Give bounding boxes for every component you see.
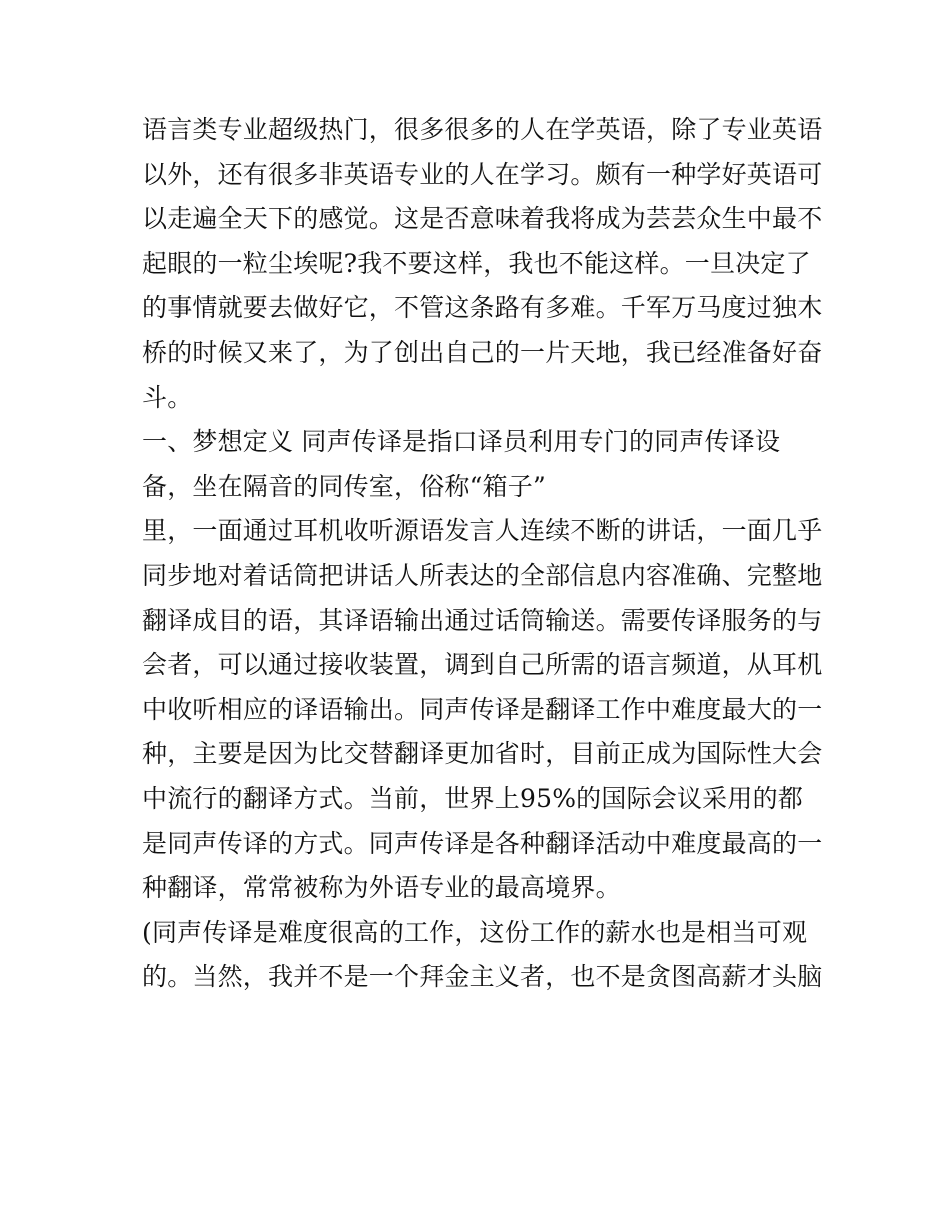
section-heading-line: 一、梦想定义 同声传译是指口译员利用专门的同声传译设	[142, 427, 781, 457]
text-line: 中收听相应的译语输出。同声传译是翻译工作中难度最大的一	[142, 694, 823, 724]
text-line: (同声传译是难度很高的工作，这份工作的薪水也是相当可观	[142, 917, 808, 947]
text-line: 桥的时候又来了，为了创出自己的一片天地，我已经准备好奋	[142, 337, 823, 367]
document-body	[142, 108, 822, 1000]
text-line: 是同声传译的方式。同声传译是各种翻译活动中难度最高的一	[142, 828, 823, 858]
text-line: 以走遍全天下的感觉。这是否意味着我将成为芸芸众生中最不	[142, 204, 823, 234]
text-line: 的。当然，我并不是一个拜金主义者，也不是贪图高薪才头脑	[142, 962, 823, 992]
text-line: 中流行的翻译方式。当前，世界上95%的国际会议采用的都	[142, 783, 803, 813]
text-line: 备，坐在隔音的同传室，俗称“箱子”	[142, 471, 546, 501]
text-line: 的事情就要去做好它，不管这条路有多难。千军万马度过独木	[142, 293, 823, 323]
text-line: 种，主要是因为比交替翻译更加省时，目前正成为国际性大会	[142, 739, 823, 769]
text-line: 会者，可以通过接收装置，调到自己所需的语言频道，从耳机	[142, 650, 823, 680]
text-line: 种翻译，常常被称为外语专业的最高境界。	[142, 873, 621, 903]
text-line: 起眼的一粒尘埃呢?我不要这样，我也不能这样。一旦决定了	[142, 248, 811, 278]
text-line: 斗。	[142, 382, 193, 412]
text-line: 翻译成目的语，其译语输出通过话筒输送。需要传译服务的与	[142, 605, 823, 635]
text-line: 同步地对着话筒把讲话人所表达的全部信息内容准确、完整地	[142, 560, 823, 590]
text-line: 里，一面通过耳机收听源语发言人连续不断的讲话，一面几乎	[142, 516, 823, 546]
text-line: 语言类专业超级热门，很多很多的人在学英语，除了专业英语	[142, 115, 823, 144]
text-line: 以外，还有很多非英语专业的人在学习。颇有一种学好英语可	[142, 159, 823, 189]
